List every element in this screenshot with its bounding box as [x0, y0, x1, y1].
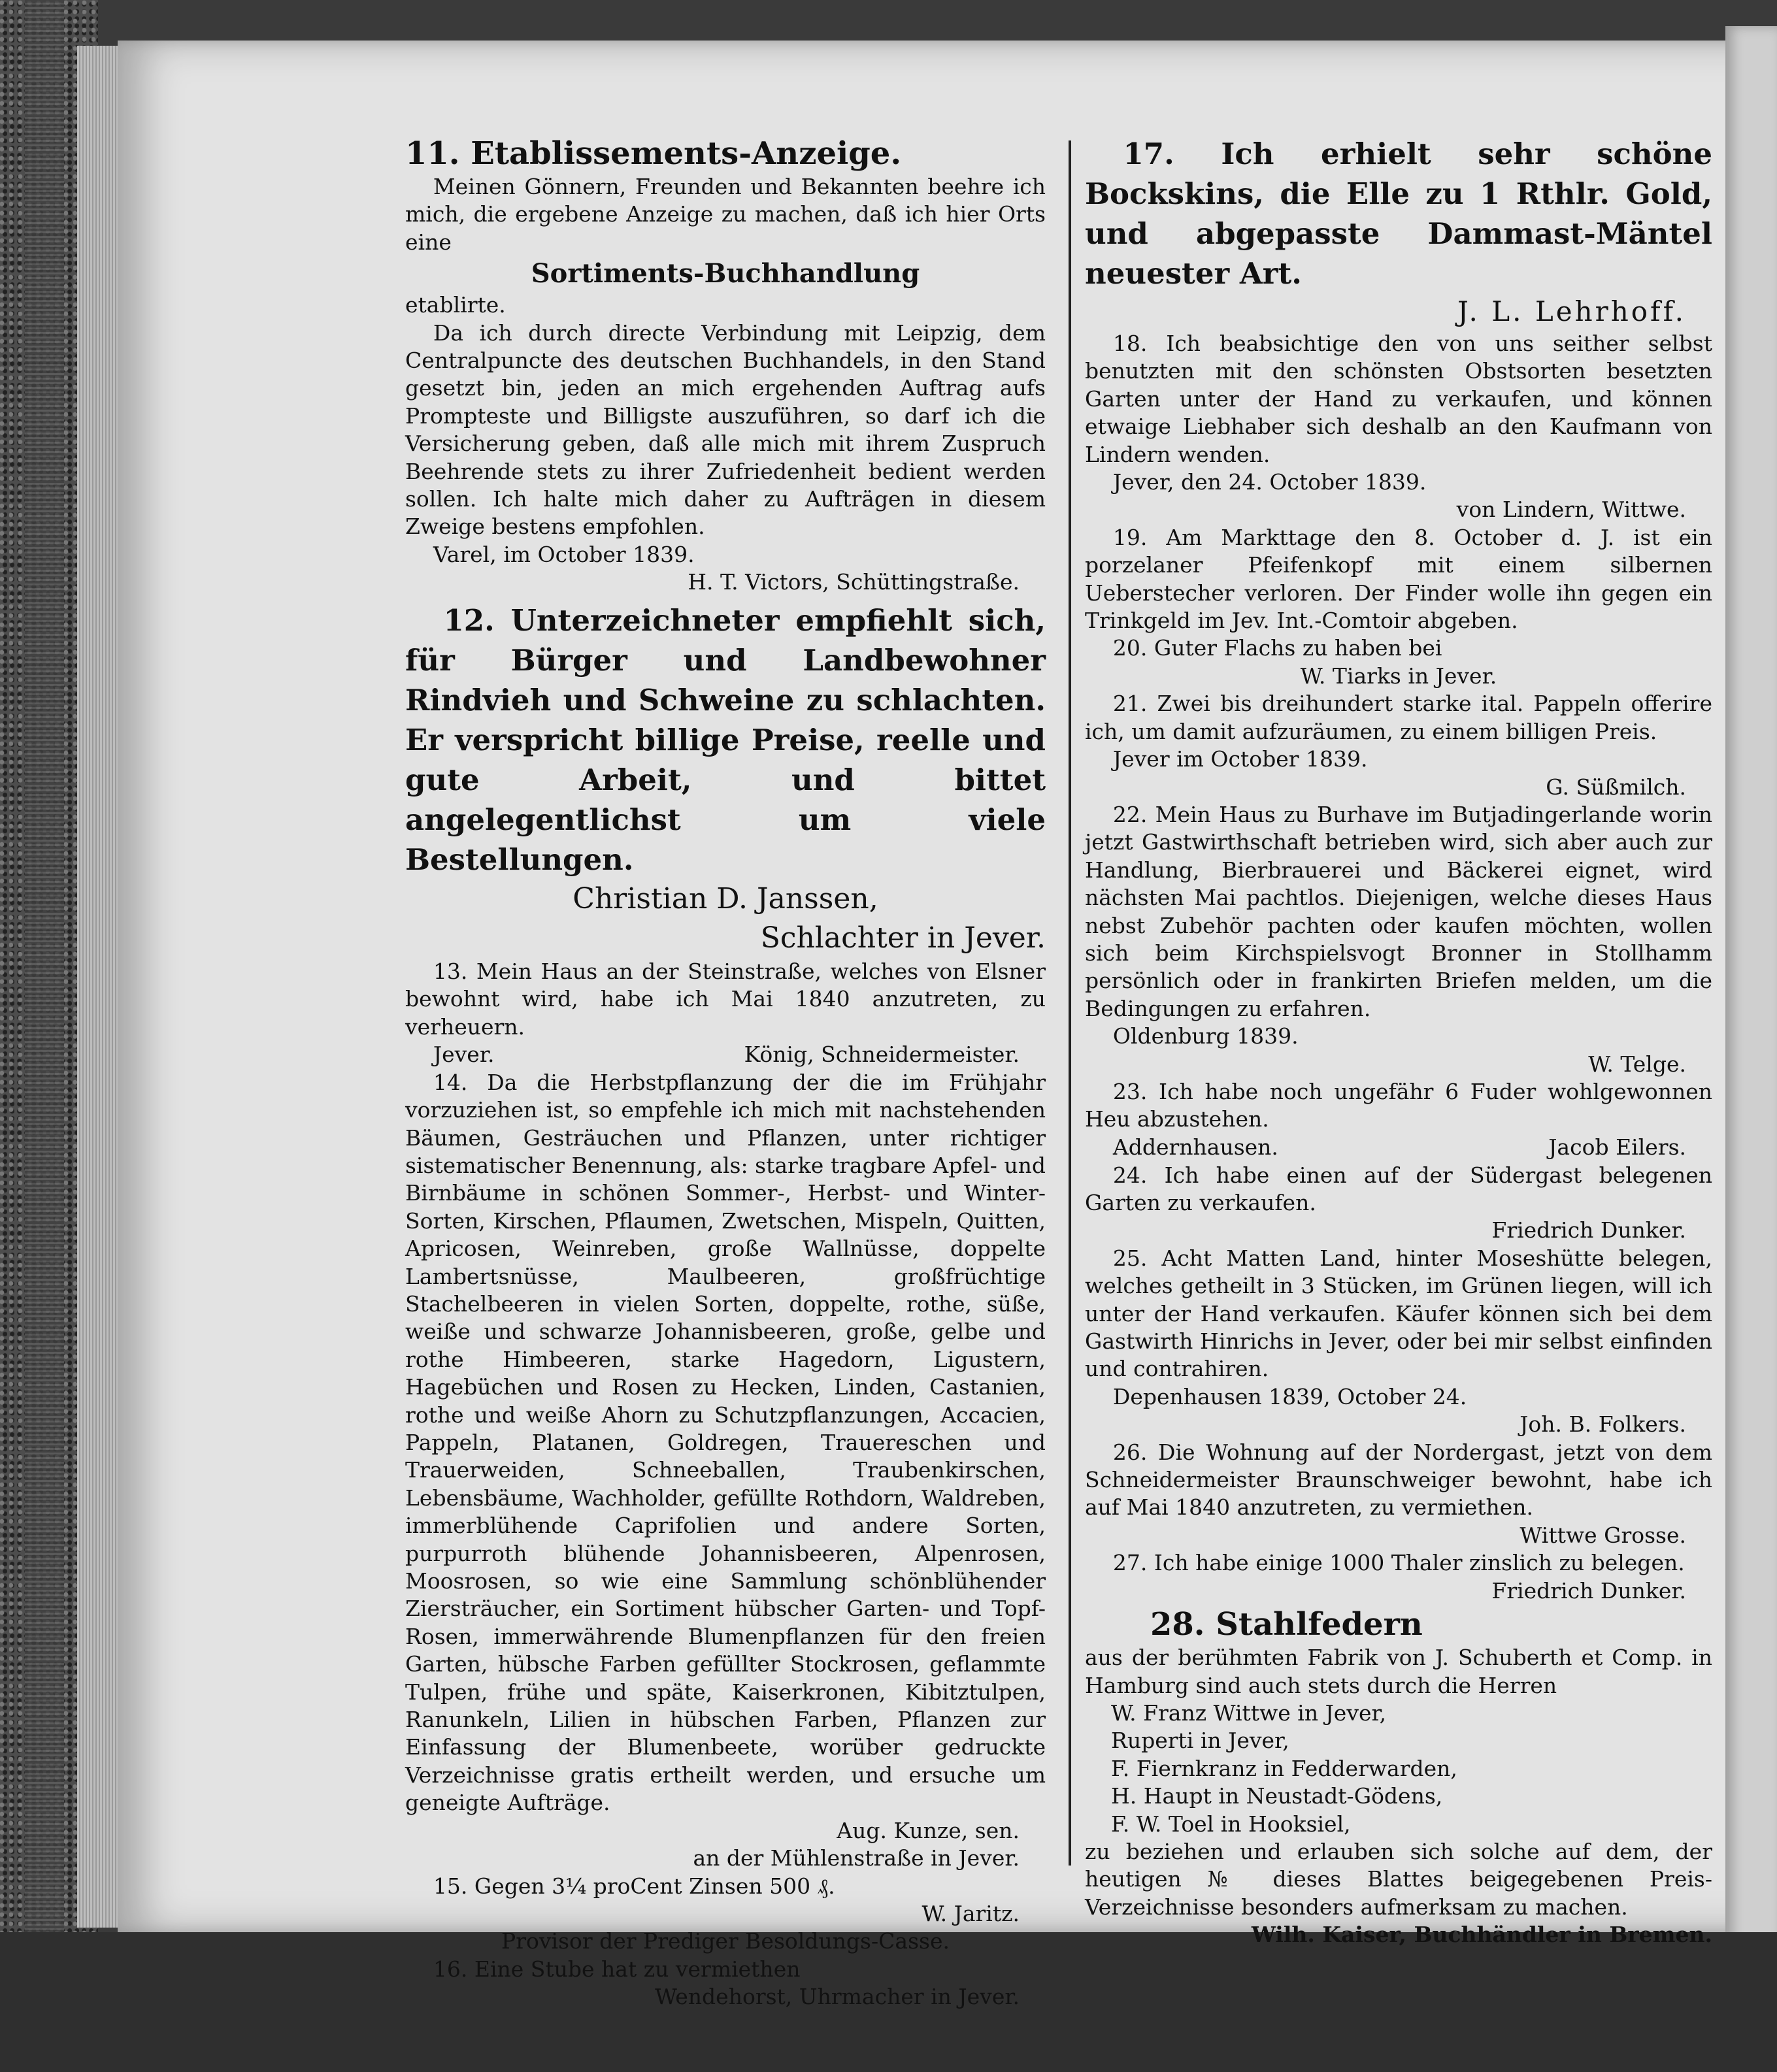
- ad-28-heading: 28. Stahlfedern: [1150, 1606, 1423, 1643]
- ad-18-text: 18. Ich beabsichtige den von uns seither selbst benutzten mit den schönsten Obstsorten besetzten Garten unter der Hand zu verkaufen, und können etwaige Liebhaber sich deshalb an den Kaufmann von Lindern wenden.: [1085, 331, 1712, 467]
- ad-17-signature: J. L. Lehrhoff.: [1457, 295, 1686, 327]
- ad-28-intro: aus der berühmten Fabrik von J. Schuberth et Comp. in Hamburg sind auch stets durch die Herren: [1085, 1645, 1712, 1698]
- column-divider: [1069, 140, 1071, 1866]
- right-column: [1085, 134, 1712, 1949]
- ad-13-text: 13. Mein Haus an der Steinstraße, welches von Elsner bewohnt wird, habe ich Mai 1840 anzutreten, zu verheuern.: [405, 958, 1046, 1040]
- ad-11-intro: Meinen Gönnern, Freunden und Bekannten beehre ich mich, die ergebene Anzeige zu machen, daß ich hier Orts eine: [405, 174, 1046, 255]
- ad-24-signature: Friedrich Dunker.: [1491, 1217, 1686, 1243]
- ad-25-signature: Joh. B. Folkers.: [1520, 1411, 1686, 1438]
- ad-23-text: 23. Ich habe noch ungefähr 6 Fuder wohlgewonnen Heu abzustehen.: [1085, 1078, 1712, 1132]
- ad-23-place: Addernhausen.: [1112, 1134, 1278, 1160]
- ad-12-text: 12. Unterzeichneter empfiehlt sich, für Bürger und Landbewohner Rindvieh und Schweine zu schlachten. Er verspricht billige Preise, reelle und gute Arbeit, und bittet angelegentlichst um viele Bestellungen.: [405, 602, 1046, 877]
- ad-21-place: Jever im October 1839.: [1112, 746, 1368, 772]
- ad-11-signature: H. T. Victors, Schüttingstraße.: [688, 569, 1020, 595]
- ad-15-signature: W. Jaritz.: [922, 1900, 1020, 1926]
- ad-22-signature: W. Telge.: [1588, 1051, 1686, 1077]
- ad-16-text: 16. Eine Stube hat zu vermiethen: [433, 1956, 801, 1982]
- ad-28-body: zu beziehen und erlauben sich solche auf dem, der heutigen № dieses Blattes beigegebenen Preis-Verzeichnisse besonders aufmerksam zu machen.: [1085, 1838, 1712, 1920]
- ad-26-signature: Wittwe Grosse.: [1520, 1522, 1686, 1548]
- ad-22-text: 22. Mein Haus zu Burhave im Butjadingerlande worin jetzt Gastwirthschaft betrieben wird, sich aber auch zur Handlung, Bierbrauerei und Bäckerei eignet, wird nächsten Mai pachtlos. Diejenigen, welche dieses Haus nebst Zubehör pachten oder kaufen möchten, wollen sich beim Kirchspielsvogt Bronner in Stollhamm persönlich oder in frankirten Briefen melden, um die Bedingungen zu erfahren.: [1085, 801, 1712, 1021]
- ad-28-dealer-list: [1085, 1700, 1712, 1838]
- ad-27-signature: Friedrich Dunker.: [1491, 1577, 1686, 1603]
- ad-28-dealer: F. Fiernkranz in Fedderwarden,: [1111, 1755, 1457, 1781]
- ad-28-signature: Wilh. Kaiser, Buchhändler in Bremen.: [1251, 1922, 1712, 1948]
- ad-14-signature: Aug. Kunze, sen.: [837, 1817, 1020, 1843]
- page-stack-edge: [77, 46, 123, 1928]
- ad-17-text: 17. Ich erhielt sehr schöne Bockskins, die Elle zu 1 Rthlr. Gold, und abgepasste Dammast-Mäntel neuester Art.: [1085, 137, 1712, 291]
- ad-16-signature: Wendehorst, Uhrmacher in Jever.: [655, 1984, 1020, 2010]
- book-cover-edge: [25, 0, 64, 2072]
- ad-22-place: Oldenburg 1839.: [1112, 1023, 1299, 1049]
- ad-20-signature: W. Tiarks in Jever.: [1300, 663, 1497, 689]
- ad-27-text: 27. Ich habe einige 1000 Thaler zinslich zu belegen.: [1112, 1550, 1685, 1576]
- ad-25-text: 25. Acht Matten Land, hinter Moseshütte belegen, welches getheilt in 3 Stücken, im Grünen liegen, will ich unter der Hand verkaufen. Käufer können sich bei dem Gastwirth Hinrichs in Jever, oder bei mir selbst einfinden und contrahiren.: [1085, 1245, 1712, 1382]
- ad-18-place: Jever, den 24. October 1839.: [1112, 469, 1427, 495]
- ad-25-place: Depenhausen 1839, October 24.: [1112, 1383, 1467, 1409]
- ad-21-signature: G. Süßmilch.: [1546, 774, 1686, 800]
- ad-12-name: Christian D. Janssen,: [573, 881, 878, 915]
- ad-19-text: 19. Am Markttage den 8. October d. J. ist ein porzelaner Pfeifenkopf mit einem silbernen Ueberstecher verloren. Der Finder wolle ihn gegen ein Trinkgeld im Jev. Int.-Comtoir abgeben.: [1085, 524, 1712, 634]
- ad-23-signature: Jacob Eilers.: [1548, 1134, 1686, 1160]
- ad-28-dealer: H. Haupt in Neustadt-Gödens,: [1111, 1783, 1443, 1809]
- ad-13-signature: König, Schneidermeister.: [744, 1042, 1020, 1068]
- ad-28-dealer: Ruperti in Jever,: [1111, 1728, 1289, 1754]
- page-curl-right: [1725, 26, 1777, 1960]
- ad-15-office: Provisor der Prediger Besoldungs-Casse.: [501, 1928, 950, 1954]
- left-column: [405, 134, 1046, 2011]
- ad-18-signature: von Lindern, Wittwe.: [1456, 497, 1686, 523]
- ad-11-place: Varel, im October 1839.: [433, 541, 695, 567]
- ad-20-text: 20. Guter Flachs zu haben bei: [1112, 635, 1442, 661]
- ad-26-text: 26. Die Wohnung auf der Nordergast, jetzt von dem Schneidermeister Braunschweiger bewohnt, habe ich auf Mai 1840 anzutreten, zu vermiethen.: [1085, 1439, 1712, 1521]
- ad-14-text: 14. Da die Herbstpflanzung der die im Frühjahr vorzuziehen ist, so empfehle ich mich mit nachstehenden Bäumen, Gesträuchen und Pflanzen, unter richtiger sistematischer Benennung, als: starke tragbare Apfel- und Birnbäume in schönen Sommer-, Herbst- und Winter-Sorten, Kirschen, Pflaumen, Zwetschen, Mispeln, Quitten, Apricosen, Weinreben, große Wallnüsse, doppelte Lambertsnüsse, Maulbeeren, großfrüchtige Stachelbeeren in vielen Sorten, doppelte, rothe, süße, weiße und schwarze Johannisbeeren, große, gelbe und rothe Himbeeren, starke Hagedorn, Ligustern, Hagebüchen und Rosen zu Hecken, Linden, Castanien, rothe und weiße Ahorn zu Schutzpflanzungen, Accacien, Pappeln, Platanen, Goldregen, Trauereschen und Trauerweiden, Schneeballen, Traubenkirschen, Lebensbäume, Wachholder, gefüllte Rothdorn, Waldreben, immerblühende Caprifolien und andere Sorten, purpurroth blühende Johannisbeeren, Alpenrosen, Moosrosen, so wie eine Sammlung schönblühender Ziersträucher, ein Sortiment hübscher Garten- und Topf-Rosen, immerwährende Blumenpflanzen für den freien Garten, hübsche Farben gefüllter Stockrosen, geflammte Tulpen, frühe und späte, Kaiserkronen, Kibitztulpen, Ranunkeln, Lilien in hübschen Farben, Pflanzen zur Einfassung der Blumenbeete, worüber gedruckte Verzeichnisse gratis ertheilt werden, und ersuche um geneigte Aufträge.: [405, 1069, 1046, 1816]
- ad-11-established: etablirte.: [405, 292, 506, 318]
- ad-11-body: Da ich durch directe Verbindung mit Leipzig, dem Centralpuncte des deutschen Buchhandels, in den Stand gesetzt bin, jeden an mich ergehenden Auftrag aufs Prompteste und Billigste auszuführen, so darf ich die Versicherung geben, daß alle mich mit ihrem Zuspruch Beehrende stets zu ihrer Zufriedenheit bedient werden sollen. Ich halte mich daher zu Aufträgen in diesem Zweige bestens empfohlen.: [405, 320, 1046, 540]
- ad-14-address: an der Mühlenstraße in Jever.: [693, 1845, 1020, 1871]
- ad-28-dealer: F. W. Toel in Hooksiel,: [1111, 1811, 1351, 1837]
- ad-21-text: 21. Zwei bis dreihundert starke ital. Pappeln offerire ich, um damit aufzuräumen, zu einem billigen Preis.: [1085, 691, 1712, 744]
- ad-11-shop: Sortiments-Buchhandlung: [531, 258, 920, 289]
- ad-13-place: Jever.: [433, 1041, 495, 1067]
- ad-11-heading: 11. Etablissements-Anzeige.: [405, 135, 902, 172]
- ad-15-text: 15. Gegen 3¼ proCent Zinsen 500 ₰.: [433, 1873, 835, 1899]
- ad-28-dealer: W. Franz Wittwe in Jever,: [1111, 1700, 1387, 1726]
- ad-24-text: 24. Ich habe einen auf der Südergast belegenen Garten zu verkaufen.: [1085, 1162, 1712, 1215]
- ad-12-trade: Schlachter in Jever.: [760, 921, 1046, 955]
